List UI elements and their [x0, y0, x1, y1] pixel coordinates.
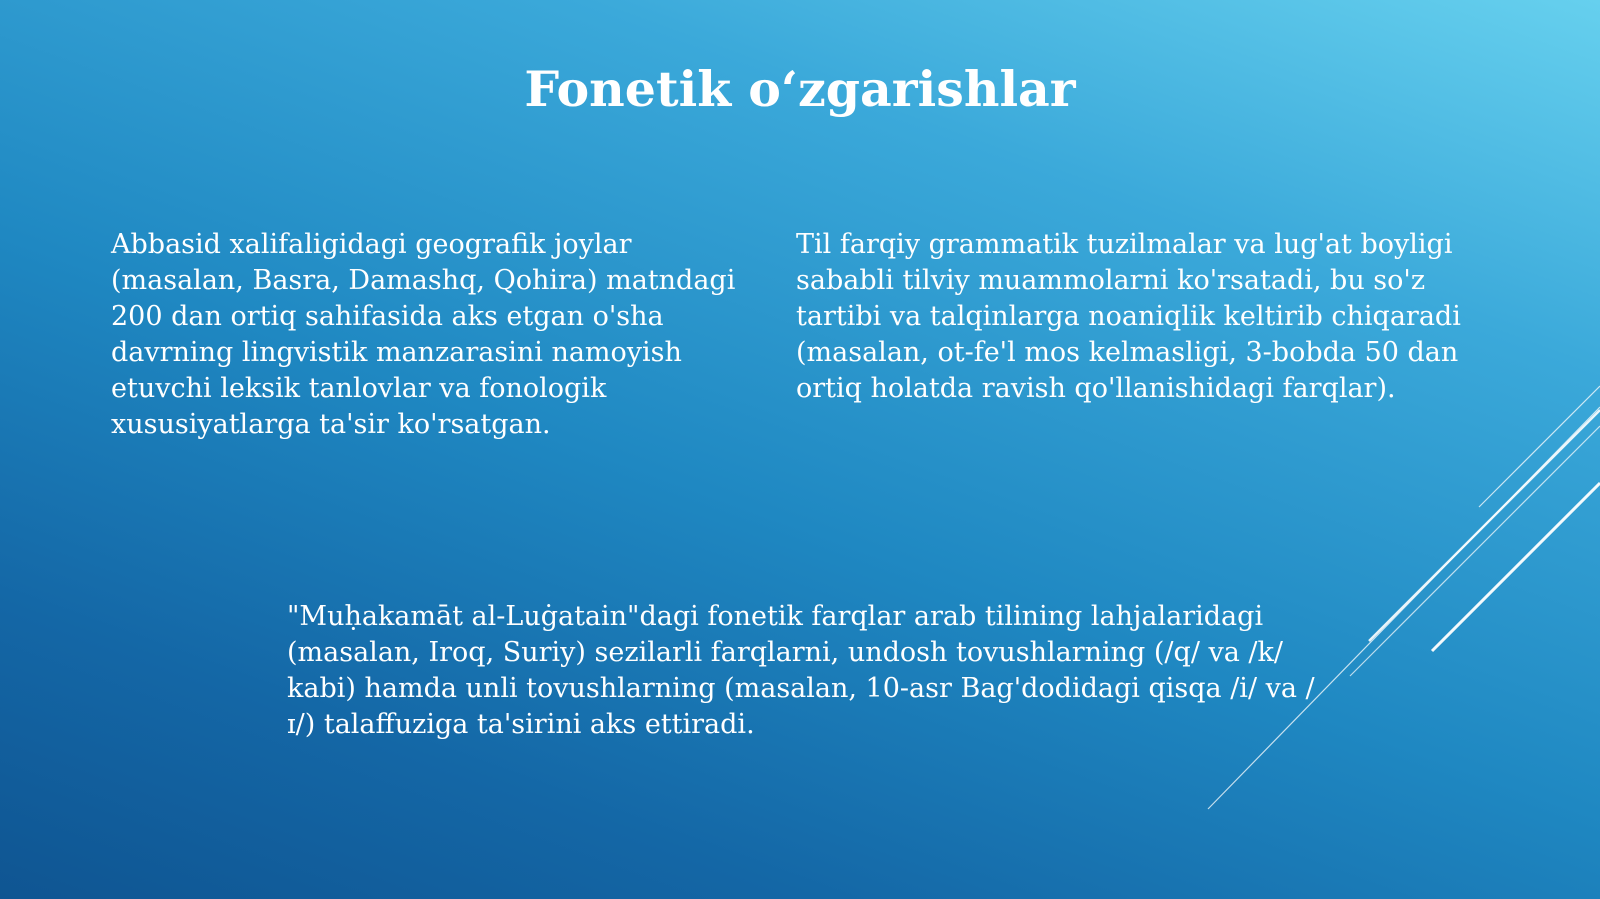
paragraph-left: Abbasid xalifaligidagi geografik joylar (masalan, Basra, Damashq, Qohira) matndagi 200 dan ortiq sahifasida aks etgan o'sha davrning lingvistik manzarasini namoyish etuvchi leksik tanlovlar va fonologik xususiyatlarga ta'sir ko'rsatgan. — [111, 229, 736, 440]
deco-line-5 — [1208, 407, 1600, 809]
deco-line-3 — [1350, 426, 1600, 676]
paragraph-right: Til farqiy grammatik tuzilmalar va lug'at boyligi sababli tilviy muammolarni ko'rsatadi, bu so'z tartibi va talqinlarga noaniqlik keltirib chiqaradi (masalan, ot-fe'l mos kelmasligi, 3-bobda 50 dan ortiq holatda ravish qo'llanishidagi farqlar). — [796, 229, 1461, 404]
deco-line-4 — [1432, 483, 1600, 651]
slide-title: Fonetik o‘zgarishlar — [524, 60, 1076, 118]
deco-line-1 — [1479, 386, 1600, 507]
paragraph-bottom: "Muḥakamāt al-Luġatain"dagi fonetik farqlar arab tilining lahjalaridagi (masalan, Iroq, Suriy) sezilarli farqlarni, undosh tovushlarning (/q/ va /k/ kabi) hamda unli tovushlarning (masalan, 10-asr Bag'dodidagi qisqa /i/ va /ɪ/) talaffuziga ta'sirini aks ettiradi. — [287, 601, 1315, 740]
